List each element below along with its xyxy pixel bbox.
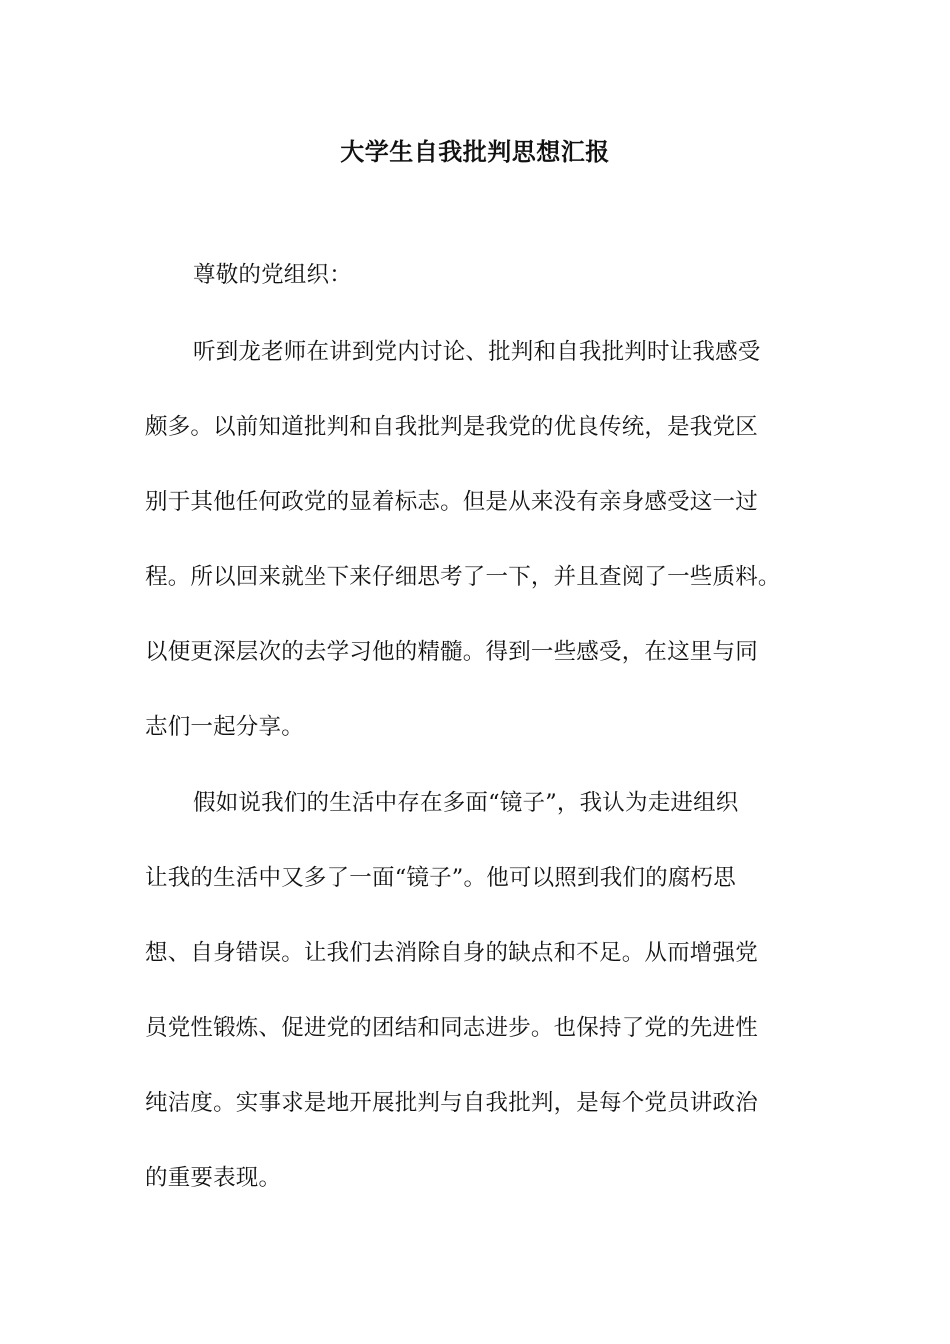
paragraph-line: 的重要表现。 xyxy=(145,1165,282,1191)
paragraph-line: 假如说我们的生活中存在多面“镜子”，我认为走进组织 xyxy=(193,790,739,816)
paragraph-line: 想、自身错误。让我们去消除自身的缺点和不足。从而增强党 xyxy=(145,940,758,966)
paragraph-line: 让我的生活中又多了一面“镜子”。他可以照到我们的腐朽思 xyxy=(145,865,736,891)
paragraph-line: 颇多。以前知道批判和自我批判是我党的优良传统，是我党区 xyxy=(145,414,758,440)
paragraph-line: 以便更深层次的去学习他的精髓。得到一些感受，在这里与同 xyxy=(145,639,758,665)
paragraph-line: 员党性锻炼、促进党的团结和同志进步。也保持了党的先进性 xyxy=(145,1015,758,1041)
paragraph-line: 纯洁度。实事求是地开展批判与自我批判，是每个党员讲政治 xyxy=(145,1090,758,1116)
greeting-line: 尊敬的党组织： xyxy=(193,262,352,288)
paragraph-line: 程。所以回来就坐下来仔细思考了一下，并且查阅了一些质料。 xyxy=(145,564,781,590)
paragraph-line: 听到龙老师在讲到党内讨论、批判和自我批判时让我感受 xyxy=(193,339,761,365)
document-title: 大学生自我批判思想汇报 xyxy=(340,138,610,166)
paragraph-line: 志们一起分享。 xyxy=(145,714,304,740)
paragraph-line: 别于其他任何政党的显着标志。但是从来没有亲身感受这一过 xyxy=(145,489,758,515)
